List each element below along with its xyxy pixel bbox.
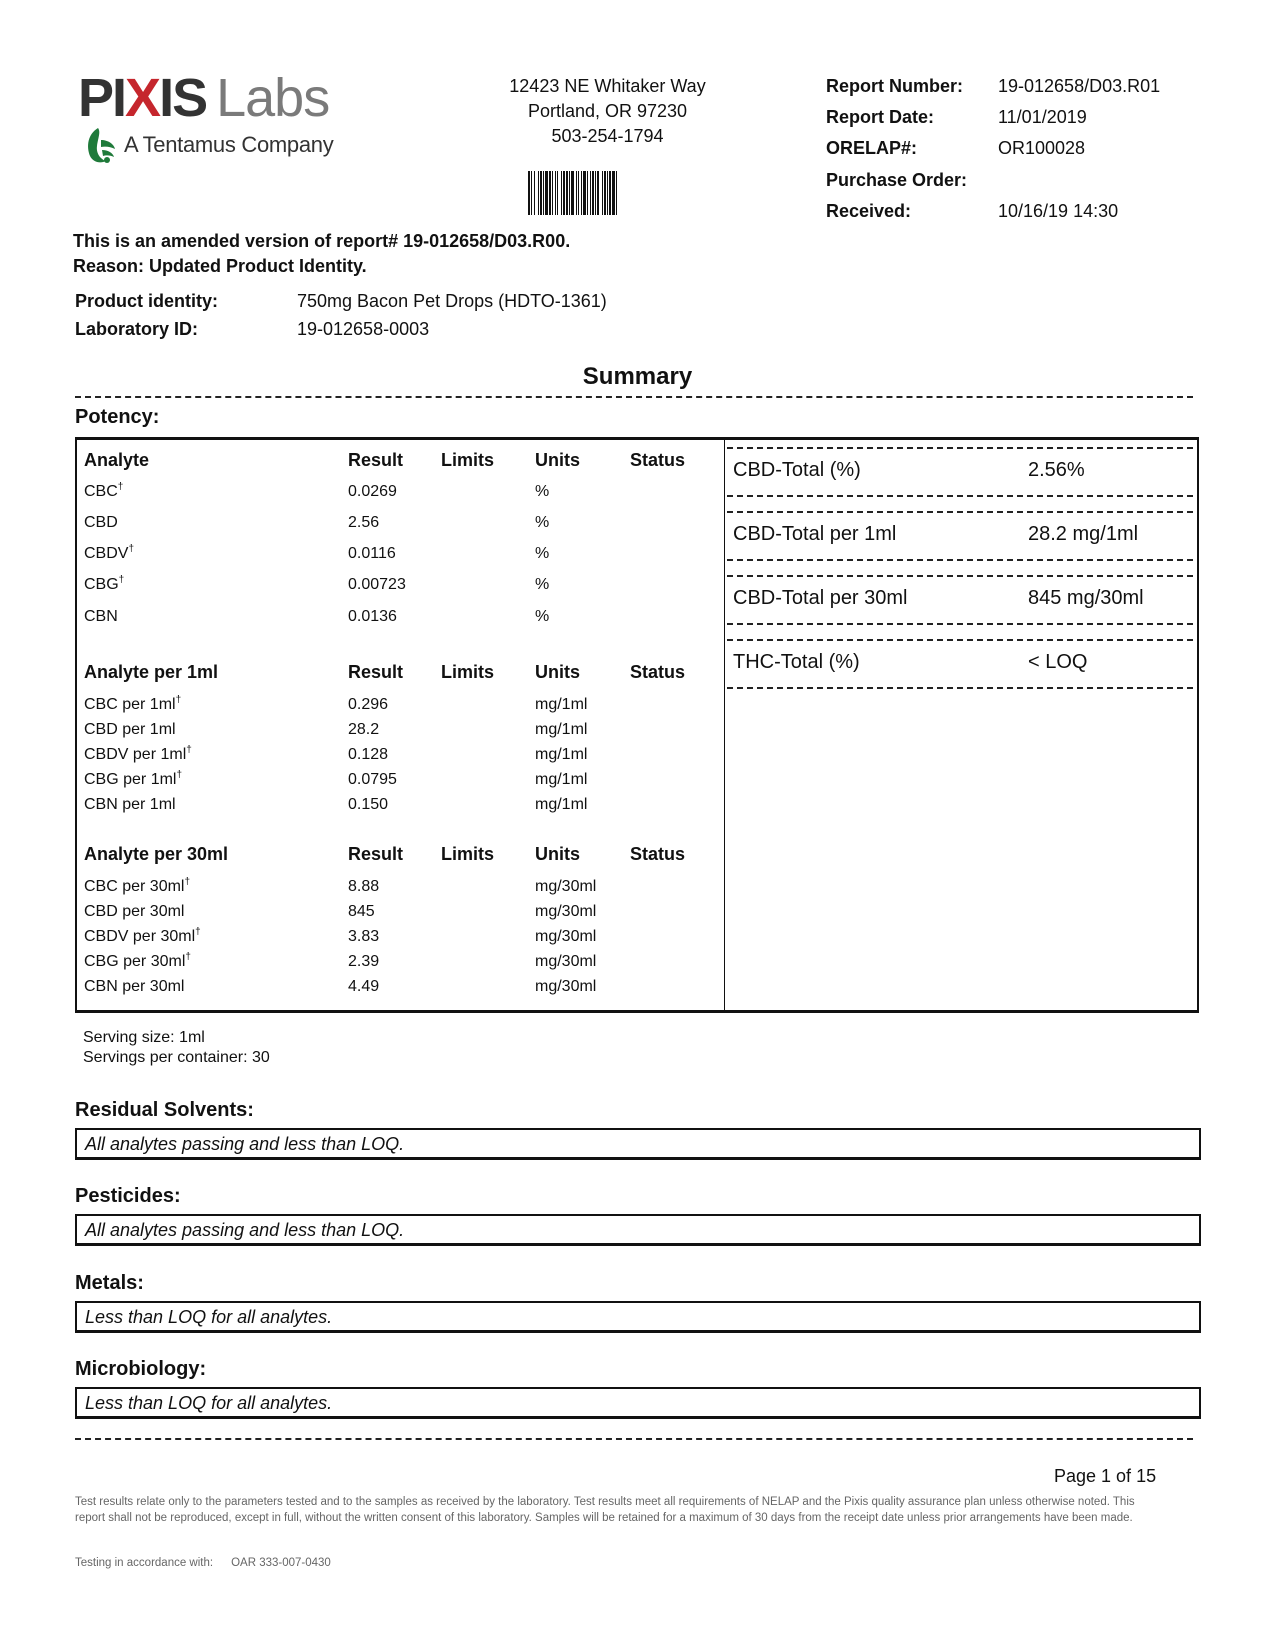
summary-title: Summary — [582, 363, 693, 390]
barcode-bar — [581, 171, 582, 215]
analyte-units: mg/1ml — [535, 721, 588, 738]
barcode-bar — [576, 171, 577, 215]
barcode-bar — [561, 171, 562, 215]
barcode-bar — [528, 171, 530, 215]
purchase-order-label: Purchase Order: — [826, 170, 968, 190]
amendment-reason: Reason: Updated Product Identity. — [73, 256, 367, 276]
analyte-result: 0.128 — [348, 746, 389, 763]
pesticides-label: Pesticides: — [75, 1185, 181, 1207]
total-label: CBD-Total (%) — [733, 459, 861, 481]
barcode-bar — [578, 171, 579, 215]
testing-value: OAR 333-007-0430 — [231, 1557, 331, 1569]
dagger-mark: † — [185, 951, 191, 963]
analyte-name — [84, 746, 192, 764]
summary-divider — [75, 396, 1193, 398]
analyte-name — [84, 953, 191, 971]
analyte-units: mg/30ml — [535, 903, 597, 920]
column-header-status: Status — [630, 844, 686, 864]
analyte-name — [84, 771, 182, 789]
analyte-result: 0.296 — [348, 696, 389, 713]
analyte-units: mg/30ml — [535, 878, 597, 895]
analyte-name — [84, 903, 184, 921]
analyte-result: 0.0269 — [348, 483, 397, 500]
total-label: THC-Total (%) — [733, 651, 860, 673]
barcode-bar — [616, 171, 617, 215]
analyte-result: 0.0136 — [348, 608, 397, 625]
column-header-result: Result — [348, 844, 404, 864]
laboratory-id-label: Laboratory ID: — [75, 319, 199, 339]
analyte-units: mg/30ml — [535, 928, 597, 945]
analyte-result: 2.56 — [348, 514, 380, 531]
pixis-labs-logo — [78, 70, 368, 165]
analyte-name — [84, 721, 176, 739]
received-value: 10/16/19 14:30 — [998, 201, 1119, 221]
barcode-bar — [602, 171, 603, 215]
barcode-bar — [563, 171, 565, 215]
total-divider-bottom — [727, 495, 1193, 497]
analyte-name — [84, 978, 184, 996]
analyte-name-text: CBG — [84, 576, 119, 593]
barcode-bar — [552, 171, 553, 215]
column-header-limits: Limits — [441, 450, 495, 470]
residual-solvents-label: Residual Solvents: — [75, 1099, 254, 1121]
column-header-result: Result — [348, 450, 404, 470]
received-label: Received: — [826, 201, 912, 221]
column-header-units: Units — [535, 450, 580, 470]
barcode-bar — [538, 171, 539, 215]
analyte-result: 0.150 — [348, 796, 389, 813]
analyte-units: mg/1ml — [535, 771, 588, 788]
microbiology-result-box — [75, 1387, 1201, 1419]
barcode-bar — [569, 171, 570, 215]
analyte-name — [84, 514, 118, 532]
metals-result: Less than LOQ for all analytes. — [85, 1307, 333, 1327]
potency-group-title: Analyte per 30ml — [84, 844, 229, 864]
analyte-name — [84, 576, 124, 594]
barcode-bar — [592, 171, 594, 215]
metals-result-box — [75, 1301, 1201, 1333]
analyte-units: mg/1ml — [535, 696, 588, 713]
potency-table-divider — [724, 437, 725, 1013]
disclaimer-text: Test results relate only to the parameters tested and to the samples as received by the laboratory. Test results meet all requirements of NELAP and the Pixis quality assurance plan unless otherwise noted. This report shall not be reproduced, except in full, without the written consent of this laboratory. Samples will be retained for a maximum of 30 days from the receipt date unless prior arrangements have been made. — [75, 1496, 1135, 1524]
total-divider-top — [727, 511, 1193, 513]
residual-solvents-result-box — [75, 1128, 1201, 1160]
analyte-units: mg/1ml — [535, 746, 588, 763]
potency-group-title: Analyte per 1ml — [84, 662, 219, 682]
analyte-name-text: CBG per 1ml — [84, 771, 177, 788]
analyte-name-text: CBG per 30ml — [84, 953, 186, 970]
analyte-name — [84, 796, 176, 814]
pesticides-result-box — [75, 1214, 1201, 1246]
analyte-name-text: CBDV — [84, 545, 129, 562]
analyte-name — [84, 696, 181, 714]
barcode-bar — [595, 171, 596, 215]
total-value: 845 mg/30ml — [1028, 587, 1144, 609]
analyte-units: mg/30ml — [535, 978, 597, 995]
total-value: 28.2 mg/1ml — [1028, 523, 1139, 545]
column-header-limits: Limits — [441, 844, 495, 864]
barcode-bar — [604, 171, 606, 215]
analyte-result: 2.39 — [348, 953, 380, 970]
barcode-bar — [531, 171, 532, 215]
analyte-name-text: CBN per 1ml — [84, 796, 176, 813]
analyte-name — [84, 608, 118, 626]
microbiology-result: Less than LOQ for all analytes. — [85, 1393, 333, 1413]
column-header-status: Status — [630, 450, 686, 470]
barcode-bar — [555, 171, 556, 215]
microbiology-label: Microbiology: — [75, 1358, 207, 1380]
pesticides-result: All analytes passing and less than LOQ. — [85, 1220, 405, 1240]
report-number-value: 19-012658/D03.R01 — [998, 76, 1161, 96]
total-label: CBD-Total per 30ml — [733, 587, 908, 609]
analyte-units: mg/30ml — [535, 953, 597, 970]
dagger-mark: † — [175, 694, 182, 706]
logo-wordmark — [78, 70, 329, 126]
logo-text-pi: PI — [78, 68, 126, 128]
analyte-units: % — [535, 576, 550, 593]
analyte-name-text: CBDV per 1ml — [84, 746, 187, 763]
dagger-mark: † — [128, 543, 135, 555]
analyte-result: 4.49 — [348, 978, 380, 995]
analyte-name-text: CBD — [84, 514, 118, 531]
barcode-bar — [583, 171, 586, 215]
analyte-result: 8.88 — [348, 878, 380, 895]
barcode-bar — [540, 171, 542, 215]
barcode-bar — [590, 171, 591, 215]
total-divider-top — [727, 575, 1193, 577]
logo-tagline: A Tentamus Company — [124, 132, 334, 157]
dagger-mark: † — [186, 744, 192, 756]
analyte-name-text: CBN — [84, 608, 118, 625]
lab-phone: 503-254-1794 — [551, 126, 664, 146]
analyte-name-text: CBD per 1ml — [84, 721, 176, 738]
dagger-mark: † — [176, 769, 183, 781]
testing-accordance — [75, 1557, 331, 1569]
analyte-result: 28.2 — [348, 721, 380, 738]
footer-divider — [75, 1438, 1193, 1440]
testing-label: Testing in accordance with: — [75, 1557, 214, 1569]
potency-label: Potency: — [75, 406, 160, 428]
analyte-result: 0.00723 — [348, 576, 406, 593]
barcode-bar — [607, 171, 608, 215]
product-identity-label: Product identity: — [75, 291, 218, 311]
dagger-mark: † — [117, 481, 124, 493]
lab-address-street: 12423 NE Whitaker Way — [509, 76, 706, 96]
barcode-bar — [597, 171, 599, 215]
logo-tagline-row — [84, 126, 333, 164]
orelap-value: OR100028 — [998, 138, 1086, 158]
analyte-result: 3.83 — [348, 928, 380, 945]
barcode-bar — [545, 171, 548, 215]
serving-size: Serving size: 1ml — [83, 1029, 205, 1046]
analyte-name — [84, 483, 123, 501]
lab-address-city: Portland, OR 97230 — [527, 101, 688, 121]
dagger-mark: † — [184, 876, 191, 888]
product-identity-value: 750mg Bacon Pet Drops (HDTO-1361) — [297, 291, 607, 311]
logo-text-is: IS — [159, 68, 207, 128]
barcode-bar — [571, 171, 574, 215]
analyte-units: % — [535, 545, 550, 562]
logo-text-x: X — [125, 68, 160, 128]
total-divider-bottom — [727, 559, 1193, 561]
column-header-result: Result — [348, 662, 404, 682]
analyte-name-text: CBC — [84, 483, 118, 500]
barcode-bar — [612, 171, 615, 215]
residual-solvents-result: All analytes passing and less than LOQ. — [85, 1134, 405, 1154]
total-divider-bottom — [727, 623, 1193, 625]
page-number: Page 1 of 15 — [1054, 1466, 1157, 1486]
report-number-label: Report Number: — [826, 76, 964, 96]
analyte-name-text: CBC per 30ml — [84, 878, 185, 895]
analyte-units: % — [535, 483, 550, 500]
column-header-status: Status — [630, 662, 686, 682]
barcode-bar — [543, 171, 544, 215]
analyte-name — [84, 878, 190, 896]
total-divider-top — [727, 447, 1193, 449]
report-date-label: Report Date: — [826, 107, 935, 127]
column-header-units: Units — [535, 844, 580, 864]
analyte-name — [84, 545, 134, 563]
dagger-mark: † — [118, 574, 125, 586]
analyte-result: 0.0116 — [348, 545, 396, 562]
barcode-icon — [528, 171, 668, 215]
analyte-name-text: CBC per 1ml — [84, 696, 176, 713]
barcode-bar — [609, 171, 611, 215]
analyte-units: mg/1ml — [535, 796, 588, 813]
analyte-name — [84, 928, 201, 946]
laboratory-id-value: 19-012658-0003 — [297, 319, 430, 339]
amendment-notice: This is an amended version of report# 19-012658/D03.R00. — [73, 231, 571, 251]
analyte-result: 845 — [348, 903, 375, 920]
total-value: 2.56% — [1028, 459, 1085, 481]
analyte-units: % — [535, 608, 550, 625]
analyte-units: % — [535, 514, 550, 531]
column-header-units: Units — [535, 662, 580, 682]
metals-label: Metals: — [75, 1272, 144, 1294]
total-label: CBD-Total per 1ml — [733, 523, 897, 545]
barcode-bar — [534, 171, 535, 215]
tentamus-leaf-icon — [84, 126, 118, 164]
report-date-value: 11/01/2019 — [998, 107, 1087, 127]
barcode-bar — [566, 171, 568, 215]
barcode-bar — [549, 171, 551, 215]
column-header-limits: Limits — [441, 662, 495, 682]
logo-text-labs: Labs — [216, 68, 330, 128]
total-value: < LOQ — [1028, 651, 1088, 673]
analyte-name-text: CBD per 30ml — [84, 903, 185, 920]
barcode-bar — [587, 171, 588, 215]
orelap-label: ORELAP#: — [826, 138, 918, 158]
potency-group-title: Analyte — [84, 450, 150, 470]
dagger-mark: † — [195, 926, 201, 938]
analyte-result: 0.0795 — [348, 771, 397, 788]
analyte-name-text: CBDV per 30ml — [84, 928, 196, 945]
analyte-name-text: CBN per 30ml — [84, 978, 185, 995]
total-divider-bottom — [727, 687, 1193, 689]
total-divider-top — [727, 639, 1193, 641]
servings-per-container: Servings per container: 30 — [83, 1049, 270, 1066]
barcode-bar — [557, 171, 558, 215]
